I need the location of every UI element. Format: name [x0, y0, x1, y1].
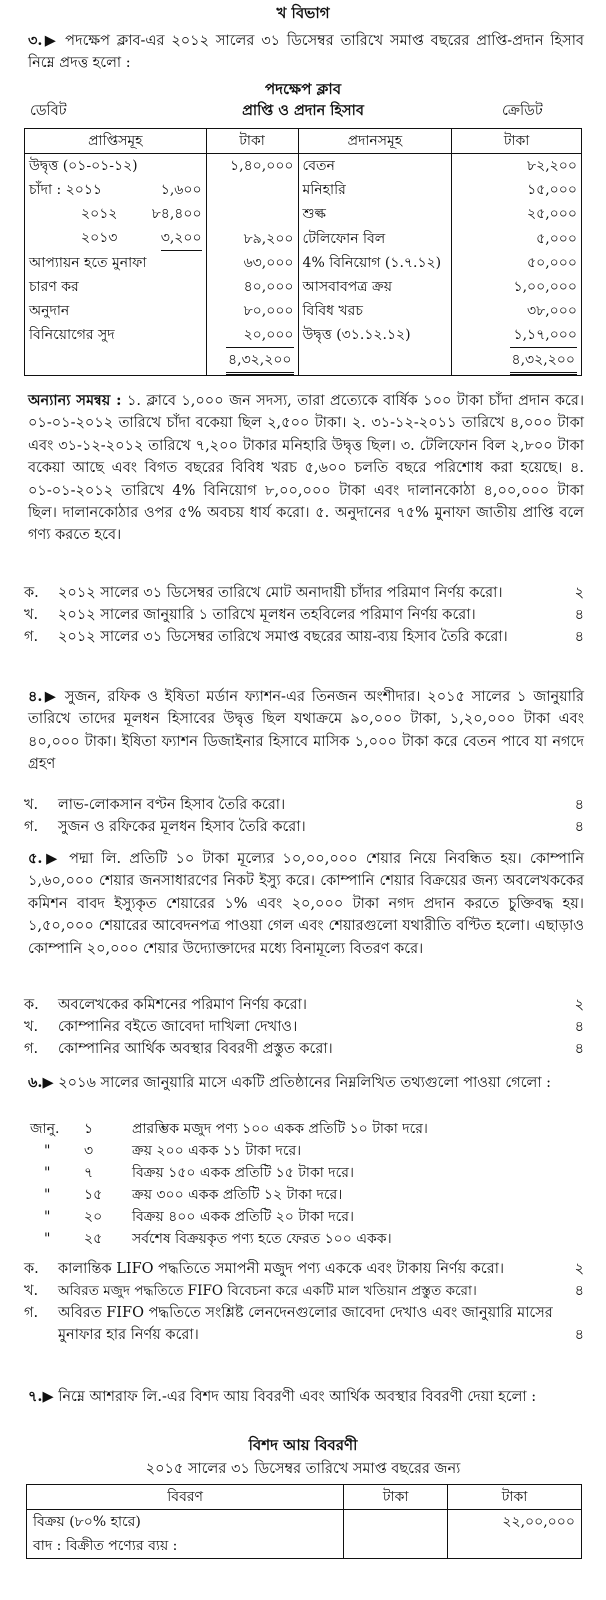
table-row: বাদ : বিক্রীত পণ্যের ব্যয় : [27, 1534, 582, 1559]
payment-label: বেতন [298, 154, 452, 179]
subquestion: ক. অবলেখকের কমিশনের পরিমাণ নির্ণয় করো। ২ [24, 994, 584, 1016]
receipt-amount [206, 178, 298, 202]
table-row [25, 202, 582, 226]
ditto-mark: " [44, 1187, 51, 1203]
income-statement-subtitle: ২০১৫ সালের ৩১ ডিসেম্বর তারিখে সমাপ্ত বছরের জন্য [145, 1461, 461, 1477]
receipt-label: ২০১৩ ৩,২০০ [25, 226, 207, 251]
ditto-mark: " [44, 1143, 51, 1159]
other-adjustments-text: ১. ক্লাবে ১,০০০ জন সদস্য, তারা প্রত্যেকে বার্ষিক ১০০ টাকা চাঁদা প্রদান করে। ০১-০১-২০১২ তারিখে চাঁদা বকেয়া ছিল ২,৫০০ টাকা। ২. ৩১-১২-২০১১ তারিখে ৪,০০০ টাকা এবং ৩১-১২-২০১২ তারিখে ৭,২০০ টাকার মনিহারি উদ্বৃত্ত ছিল। ৩. টেলিফোন বিল ২,৮০০ টাকা বকেয়া আছে এবং বিগত বছরের বিবিধ খরচ ৫,৬০০ চলতি বছরে পরিশোধ করা হয়েছে। ৪. ০১-০১-২০১২ তারিখে 4% বিনিয়োগ ৮,০০,০০০ টাকা এবং দালানকোঠা ৪,০০,০০০ টাকা ছিল। দালানকোঠার ওপর ৫% অবচয় ধার্য করো। ৫. অনুদানের ৭৫% মুনাফা জাতীয় প্রাপ্তি বলে গণ্য করতে হবে। [28, 393, 585, 544]
mark: ৪ [574, 819, 584, 835]
mark: ৪ [574, 1327, 584, 1343]
mark: ২ [574, 997, 584, 1013]
subquestion: ক. কালান্তিক LIFO পদ্ধতিতে সমাপনী মজুদ পণ্য এককে এবং টাকায় নির্ণয় করো। ২ [24, 1258, 584, 1280]
q5-subquestions [24, 994, 584, 1060]
header-amount-right: টাকা [452, 129, 582, 154]
table-row [25, 251, 582, 275]
income-statement-title: বিশদ আয় বিবরণী [248, 1436, 358, 1454]
q4-arrow-icon: ▶ [42, 689, 59, 705]
header-receipts: প্রাপ্তিসমূহ [25, 129, 207, 154]
schedule-row: " ২৫ সর্বশেষ বিক্রয়কৃত পণ্য হতে ফেরত ১০০ একক। [30, 1228, 428, 1250]
mark: ৪ [574, 607, 584, 623]
table-row [25, 154, 582, 179]
subquestion: খ. অবিরত মজুদ পদ্ধতিতে FIFO বিবেচনা করে একটি মাল খতিয়ান প্রস্তুত করো। ৪ [24, 1280, 584, 1302]
mark: ৪ [574, 629, 584, 645]
payment-label: টেলিফোন বিল [298, 226, 452, 251]
receipt-amount [206, 202, 298, 226]
q7-arrow-icon: ▶ [42, 1389, 54, 1405]
subquestion: গ. অবিরত FIFO পদ্ধতিতে সংশ্লিষ্ট লেনদেনগুলোর জাবেদা দেখাও এবং জানুয়ারি মাসের মুনাফার হার নির্ণয় করো। ৪ [24, 1302, 584, 1346]
mark: ২ [574, 585, 584, 601]
payment-amount: ১,০০,০০০ [452, 275, 582, 299]
subscription-sub-amount: ৩,২০০ [161, 226, 202, 251]
payment-label: 4% বিনিয়োগ (১.৭.১২) [298, 251, 452, 275]
header-amount: টাকা [344, 1485, 448, 1510]
payment-amount: ৮২,২০০ [452, 154, 582, 179]
section-title: খ বিভাগ [276, 4, 330, 22]
receipt-label: চারণ কর [25, 275, 207, 299]
income-statement-table [26, 1484, 582, 1559]
schedule-row: " ৩ ক্রয় ২০০ একক ১১ টাকা দরে। [30, 1140, 428, 1162]
receipt-label: উদ্বৃত্ত (০১-০১-১২) [25, 154, 207, 179]
subquestion: খ. কোম্পানির বইতে জাবেদা দাখিলা দেখাও। ৪ [24, 1016, 584, 1038]
payment-label: উদ্বৃত্ত (৩১.১২.১২) [298, 323, 452, 347]
receipt-label: বিনিয়োগের সুদ [25, 323, 207, 347]
receipt-amount: ৮৯,২০০ [206, 226, 298, 251]
subscription-sub-amount: ৮৪,৪০০ [151, 206, 202, 222]
other-adjustments-label: অন্যান্য সমন্বয় : [28, 392, 122, 409]
table-header-row [27, 1485, 582, 1510]
ditto-mark: " [44, 1165, 51, 1181]
schedule-row: জানু. ১ প্রারম্ভিক মজুদ পণ্য ১০০ একক প্রতিটি ১০ টাকা দরে। [30, 1118, 428, 1140]
payment-amount: ২৫,০০০ [452, 202, 582, 226]
subquestion: গ. কোম্পানির আর্থিক অবস্থার বিবরণী প্রস্তুত করো। ৪ [24, 1038, 584, 1060]
receipt-amount: ৮০,০০০ [206, 299, 298, 323]
total-right: ৪,৩২,২০০ [510, 347, 578, 375]
receipt-amount: ৬৩,০০০ [206, 251, 298, 275]
month-label: জানু. [30, 1121, 60, 1137]
mark: ৪ [574, 797, 584, 813]
header-payments: প্রদানসমূহ [298, 129, 452, 154]
q3-arrow-icon: ▶ [42, 33, 59, 49]
payment-label: বিবিধ খরচ [298, 299, 452, 323]
q6-schedule [30, 1118, 428, 1250]
debit-label: ডেবিট [30, 103, 67, 119]
payment-amount: ৫,০০০ [452, 226, 582, 251]
q3-intro-text: পদক্ষেপ ক্লাব-এর ২০১২ সালের ৩১ ডিসেম্বর তারিখে সমাপ্ত বছরের প্রাপ্তি-প্রদান হিসাব নিম্নে প্রদত্ত হলো : [28, 33, 585, 72]
header-amount: টাকা [448, 1485, 582, 1510]
receipt-amount: ৪০,০০০ [206, 275, 298, 299]
header-description: বিবরণ [27, 1485, 344, 1510]
mark: ২ [574, 1261, 584, 1277]
credit-label: ক্রেডিট [502, 103, 543, 119]
q3-other-adjustments [28, 390, 584, 547]
receipt-label: চাঁদা : ২০১১ ১,৬০০ [25, 178, 207, 202]
q5-arrow-icon: ▶ [42, 851, 61, 867]
table-row [25, 323, 582, 347]
ditto-mark: " [44, 1209, 51, 1225]
receipt-label: আপ্যায়ন হতে মুনাফা [25, 251, 207, 275]
q6-arrow-icon: ▶ [42, 1075, 54, 1091]
payment-label: শুল্ক [298, 202, 452, 226]
mark: ৪ [574, 1041, 584, 1057]
schedule-row: " ১৫ ক্রয় ৩০০ একক প্রতিটি ১২ টাকা দরে। [30, 1184, 428, 1206]
subquestion: খ. লাভ-লোকসান বণ্টন হিসাব তৈরি করো। ৪ [24, 794, 584, 816]
q3-number: ৩. [28, 32, 43, 49]
table-row: বিক্রয় (৮০% হারে) ২২,০০,০০০ [27, 1510, 582, 1535]
mark: ৪ [574, 1283, 584, 1299]
table-row [25, 226, 582, 251]
receipt-amount: ১,৪০,০০০ [206, 154, 298, 179]
q7-text: ৭.▶ নিম্নে আশরাফ লি.-এর বিশদ আয় বিবরণী এবং আর্থিক অবস্থার বিবরণী দেয়া হলো : [28, 1388, 537, 1405]
subquestion: গ. ২০১২ সালের ৩১ ডিসেম্বর তারিখে সমাপ্ত বছরের আয়-ব্যয় হিসাব তৈরি করো। ৪ [24, 626, 584, 648]
schedule-row: " ২০ বিক্রয় ৪০০ একক প্রতিটি ২০ টাকা দরে। [30, 1206, 428, 1228]
ditto-mark: " [44, 1231, 51, 1247]
total-left: ৪,৩২,২০০ [226, 347, 294, 375]
q6-text: ৬.▶ ২০১৬ সালের জানুয়ারি মাসে একটি প্রতিষ্ঠানের নিম্নলিখিত তথ্যগুলো পাওয়া গেলো : [28, 1074, 552, 1091]
mark: ৪ [574, 1019, 584, 1035]
schedule-row: " ৭ বিক্রয় ১৫০ একক প্রতিটি ১৫ টাকা দরে। [30, 1162, 428, 1184]
payment-amount: ১,১৭,০০০ [452, 323, 582, 347]
table-header-row [25, 129, 582, 154]
subscription-sub-amount: ১,৬০০ [160, 182, 202, 198]
q5-text: ৫.▶ পদ্মা লি. প্রতিটি ১০ টাকা মূল্যের ১০,০০,০০০ শেয়ার নিয়ে নিবন্ধিত হয়। কোম্পানি ১,৬০,০০০ শেয়ার জনসাধারণের নিকট ইস্যু করে। কোম্পানি শেয়ার বিক্রয়ের জন্য অবলেখককের কমিশন বাবদ ইস্যুকৃত শেয়ারের ১% এবং ২০,০০০ টাকা নগদ প্রদান করতে চুক্তিবদ্ধ হয়। ১,৫০,০০০ শেয়ারের আবেদনপত্র পাওয়া গেল এবং শেয়ারগুলো যথারীতি বণ্টিত হলো। এছাড়াও কোম্পানি ২০,০০০ শেয়ার উদ্যোক্তাদের মধ্যে বিনামূল্যে বিতরণ করে। [28, 850, 584, 957]
q4-subquestions [24, 794, 584, 838]
receipts-payments-table [24, 128, 582, 376]
table-row [25, 275, 582, 299]
payment-label: আসবাবপত্র ক্রয় [298, 275, 452, 299]
payment-amount: ৩৮,০০০ [452, 299, 582, 323]
payment-label: মনিহারি [298, 178, 452, 202]
q3-subquestions [24, 582, 584, 648]
table-row [25, 299, 582, 323]
club-name: পদক্ষেপ ক্লাব [264, 80, 342, 98]
subquestion: গ. সুজন ও রফিকের মূলধন হিসাব তৈরি করো। ৪ [24, 816, 584, 838]
subquestion: ক. ২০১২ সালের ৩১ ডিসেম্বর তারিখে মোট অনাদায়ী চাঁদার পরিমাণ নির্ণয় করো। ২ [24, 582, 584, 604]
account-title: প্রাপ্তি ও প্রদান হিসাব [242, 102, 364, 119]
header-amount-left: টাকা [206, 129, 298, 154]
q6-subquestions [24, 1258, 584, 1346]
receipt-amount: ২০,০০০ [206, 323, 298, 347]
receipt-label: অনুদান [25, 299, 207, 323]
table-total-row [25, 347, 582, 376]
payment-amount: ৫০,০০০ [452, 251, 582, 275]
subquestion: খ. ২০১২ সালের জানুয়ারি ১ তারিখে মূলধন তহবিলের পরিমাণ নির্ণয় করো। ৪ [24, 604, 584, 626]
payment-amount: ১৫,০০০ [452, 178, 582, 202]
q4-text: ৪.▶ সুজন, রফিক ও ইষিতা মর্ডান ফ্যাশন-এর তিনজন অংশীদার। ২০১৫ সালের ১ জানুয়ারি তারিখে তাদের মূলধন হিসাবের উদ্বৃত্ত ছিল যথাক্রমে ৯০,০০০ টাকা, ১,২০,০০০ টাকা এবং ৪০,০০০ টাকা। ইষিতা ফ্যাশন ডিজাইনার হিসাবে মাসিক ১,০০০ টাকা করে বেতন পাবে যা নগদে গ্রহণ [28, 688, 584, 773]
q3-intro [28, 30, 584, 75]
receipt-label: ২০১২ ৮৪,৪০০ [25, 202, 207, 226]
table-row [25, 178, 582, 202]
